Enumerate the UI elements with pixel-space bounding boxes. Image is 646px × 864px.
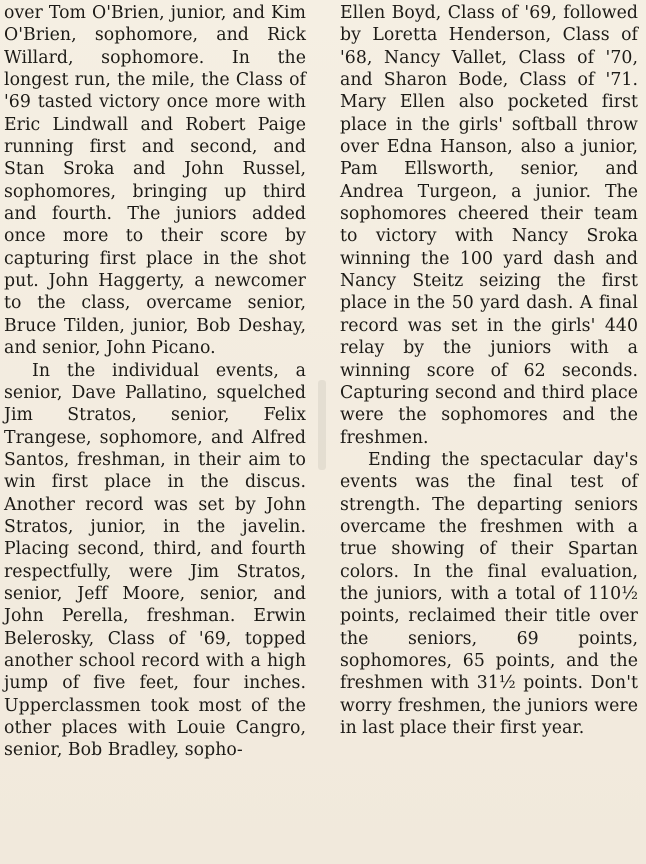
article-paragraph: In the individual events, a senior, Dave Pallatino, squelched Jim Stratos, senior, Felix Trangese, sophomore, and Alfred Santos, freshman, in their aim to win first place in the discus. Another record was set by John Stratos, junior, in the javelin. Placing second, third, and fourth respectfully, were Jim Stratos, senior, Jeff Moore, senior, and John Perella, freshman. Erwin Belerosky, Class of '69, topped another school record with a high jump of five feet, four inches. Upperclassmen took most of the other places with Louie Cangro, senior, Bob Bradley, sopho-	[4, 360, 306, 761]
article-column-right	[340, 2, 638, 739]
article-column-left	[4, 2, 306, 762]
column-gutter	[318, 380, 326, 470]
article-paragraph: Ellen Boyd, Class of '69, followed by Loretta Henderson, Class of '68, Nancy Vallet, Class of '70, and Sharon Bode, Class of '71. Mary Ellen also pocketed first place in the girls' softball throw over Edna Hanson, also a junior, Pam Ellsworth, senior, and Andrea Turgeon, a junior. The sophomores cheered their team to victory with Nancy Sroka winning the 100 yard dash and Nancy Steitz seizing the first place in the 50 yard dash. A final record was set in the girls' 440 relay by the juniors with a winning score of 62 seconds. Capturing second and third place were the sophomores and the freshmen.	[340, 3, 638, 448]
article-paragraph: Ending the spectacular day's events was the final test of strength. The departing seniors overcame the freshmen with a true showing of their Spartan colors. In the final evaluation, the juniors, with a total of 110½ points, reclaimed their title over the seniors, 69 points, sophomores, 65 points, and the freshmen with 31½ points. Don't worry freshmen, the juniors were in last place their first year.	[340, 449, 638, 738]
article-paragraph: over Tom O'Brien, junior, and Kim O'Brien, sophomore, and Rick Willard, sophomore. In the longest run, the mile, the Class of '69 tasted victory once more with Eric Lindwall and Robert Paige running first and second, and Stan Sroka and John Russel, sophomores, bringing up third and fourth. The juniors added once more to their score by capturing first place in the shot put. John Haggerty, a newcomer to the class, overcame senior, Bruce Tilden, junior, Bob Deshay, and senior, John Picano.	[4, 3, 306, 359]
